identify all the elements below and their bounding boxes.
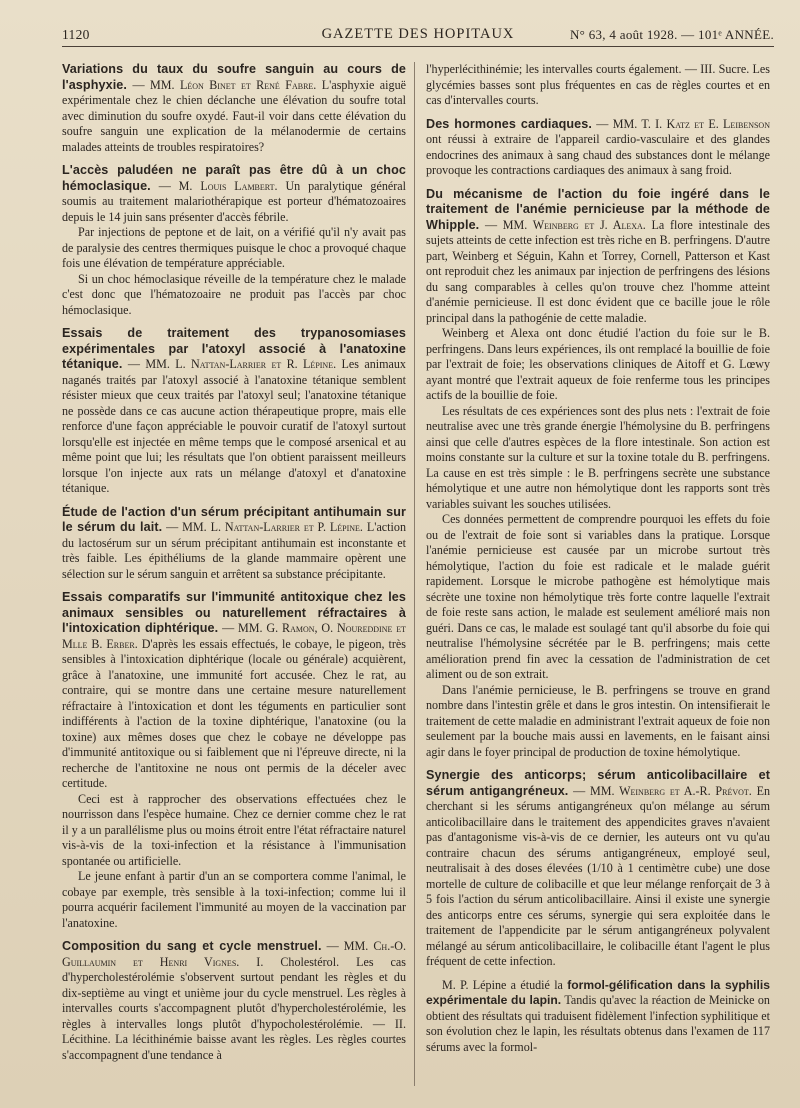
article-lactoserum [62,505,406,583]
article-paragraph [62,792,406,870]
article-authors: — MM. T. I. Katz et E. Leibenson [596,116,770,131]
paragraph-text: D'après les essais effectués, le cobaye, le pigeon, très sensibles à l'intoxication diphtérique (locale ou générale) acquièrent, grâce à l'anatoxine, une immunité fort accusée. Chez le rat, au contraire, qui se montre dans une certaine mesure naturellement réfractaire à l'intoxication et dont les téguments en particulier sont indifférents à l'action de la toxine diphtérique, l'anatoxine (ou la toxine) aux mêmes doses que chez le cobaye ne développe pas d'immunité antitoxique ou si faiblement que ni l'épreuve directe, ni la recherche de l'antitoxine ne nous ont permis de la déceler avec certitude. [62,636,407,790]
article-authors: — MM. Weinberg et A.-R. Prévot. [573,783,752,798]
article-authors: — MM. L. Nattan-Larrier et P. Lépine. [166,520,363,534]
article-paragraph [62,939,406,1063]
paragraph-text: La flore intestinale des sujets atteints de cette infection est très riche en B. perfringens. D'autre part, Weinberg et Séguin, Kahn et Torrey, Cornell, Patterson et Kast ont reproduit chez les animaux par injection de perfringens des lésions du sang comparables à celles qu'on trouve chez l'homme atteint d'anémie pernicieuse. Il est donc évident que ce bacille joue le rôle principal dans la pathogénie de cette maladie. [426,217,770,325]
article-paragraph [426,404,770,513]
article-paragraph [426,683,770,761]
article-lead: M. P. Lépine a étudié la [442,977,563,992]
article-heading: L'accès paludéen ne paraît pas être dû à un choc hémoclasique. [62,163,406,193]
article-paragraph [62,326,406,497]
article-cycle-cont [426,62,770,109]
article-authors: — M. Louis Lambert. [158,178,278,193]
article-heading: Du mécanisme de l'action du foie ingéré dans le traitement de l'anémie pernicieuse par la méthode de Whipple. [426,186,770,232]
paragraph-text: Weinberg et Alexa ont donc étudié l'action du foie sur le B. perfringens. Dans leurs expériences, ils ont remplacé la bouillie de foie par l'extrait de foie; les observations cliniques de Aitoff et G. Lœwy ayant montré que l'extrait aqueux de foie renferme tous les principes actifs de la bouillie de foie. [426,326,770,402]
article-authors: — MM. G. Ramon, O. Noureddine et Mlle B. Erber. [62,621,406,651]
paragraph-text: ont réussi à extraire de l'appareil cardio-vasculaire et des glandes endocrines des animaux à sang chaud des substances dont le mélange provoque les contractions cardiaques des animaux à sang froid. [426,132,770,177]
right-column [426,62,770,1063]
article-paragraph [62,225,406,272]
paragraph-text: Les résultats de ces expériences sont des plus nets : l'extrait de foie neutralise avec une très grande énergie l'hémolysine du B. perfringens ainsi que celle d'autres espèces de la flore intestinale. Son action est moins constante sur la culture et sur la toxine totale du B. perfringens. La cause en est très simple : le B. perfringens secrète une substance hémolytique et une autre non hémolytique dont les rapports sont très variables suivant les souches utilisées. [426,403,770,511]
article-paragraph [426,768,770,970]
article-paragraph [426,512,770,683]
article-palu [62,163,406,318]
article-authors: — MM. Weinberg et J. Alexa. [484,217,646,232]
article-heading: Essais comparatifs sur l'immunité antitoxique chez les animaux sensibles ou naturellement réfractaires à l'intoxication diphtérique. [62,590,406,635]
article-paragraph [426,187,770,327]
paragraph-text: Le jeune enfant à partir d'un an se comportera comme l'animal, le cobaye par exemple, très sensible à la toxi-infection; comme lui il pourra acquérir facilement l'immunité au moyen de la vaccination par l'anatoxine. [62,869,406,930]
article-paragraph [426,978,770,1056]
article-heading: Variations du taux du soufre sanguin au cours de l'asphyxie. [62,62,406,92]
journal-title: GAZETTE DES HOPITAUX [321,26,515,42]
article-whipple [426,187,770,761]
left-column [62,62,406,1071]
article-paragraph [62,505,406,583]
paragraph-text: L'action du lactosérum sur un sérum précipitant antihumain est inconstante et très faible. Les épithéliums de la glande mammaire opèrent une sélection sur le sérum sanguin et arrêtent sa substance précipitante. [62,520,406,581]
paragraph-text: Ceci est à rapprocher des observations effectuées chez le nourrisson dans l'espèce humaine. Chez ce dernier comme chez le rat il y a un parallélisme plus ou moins étroit entre l'état réfractaire naturel vis-à-vis de la toxi-infection et la résistance à l'immunisation spontanée ou artificielle. [62,791,406,868]
paragraph-text: L'asphyxie aiguë expérimentale chez le chien déclanche une élévation du soufre total avec diminution du soufre oxydé. Faut-il voir dans cette élévation du soufre sanguin une explication de la mélanodermie de certains malades atteints de troubles respiratoires? [62,77,406,154]
article-paragraph [62,62,406,155]
paragraph-text: Ces données permettent de comprendre pourquoi les effets du foie ou de l'extrait de foie sont si variables dans la pratique. Lorsque l'anémie pernicieuse est causée par un microbe surtout très hémolytique, l'action du foie est radicale et le malade guérit rapidement. Lorsque le microbe pathogène est hémolytique mais sécrète une toxine non hémolytique très forte contre laquelle l'extrait de foie reste sans action, le malade est seulement amélioré mais non guéri. Dans ce cas, le malade est soulagé tant qu'il absorbe du foie qui neutralise l'hémolysine sécrétée par le B. perfringens; mais cette amélioration prend fin avec la cessation de l'administration de cet aliment ou de son extrait. [426,512,770,681]
paragraph-text: Dans l'anémie pernicieuse, le B. perfringens se trouve en grand nombre dans l'intestin grêle et dans le gros intestin. On intensifierait le traitement de cette maladie en administrant l'extrait aqueux de foie non seulement par la bouche mais aussi en lavements, en le faisant ainsi agir dans le foyer principal de production de toxine hémolytique. [426,682,770,759]
article-paragraph [426,62,770,109]
article-hormones [426,117,770,179]
article-cycle [62,939,406,1063]
article-formol [426,978,770,1056]
article-heading: Composition du sang et cycle menstruel. [62,939,322,953]
paragraph-text: Les animaux naganés traités par l'atoxyl associé à l'anatoxine tétanique semblent résister mieux que ceux traités par l'atoxyl seul; l'anatoxine tétanique ne possède dans ce cas aucune action thérapeutique propre, mais elle renforce d'une façon appréciable le pouvoir curatif de l'atoxyl surtout lorsqu'elle est injectée en même temps que le composé arsenical et au même point que lui; les résultats que l'on obtient paraissent meilleurs lorsque l'on injecte aux rats un mélange d'atoxyl et d'anatoxine tétanique. [62,357,406,495]
article-heading: Synergie des anticorps; sérum anticolibacillaire et sérum antigangréneux. [426,768,770,798]
running-header [62,24,774,47]
article-antitox [62,590,406,931]
paragraph-text: l'hyperlécithinémie; les intervalles courts également. — III. Sucre. Les glycémies basses sont plus fréquentes en cas de règles courtes et en cas d'intervalles courts. [426,62,770,107]
paragraph-text: Tandis qu'avec la réaction de Meinicke on obtient des résultats qui traduisent fidèlement l'infection syphilitique et son évolution chez le lapin, les résultats obtenus dans l'examen de 117 sérums avec la formol- [426,993,770,1054]
paragraph-text: I. Cholestérol. Les cas d'hypercholestérolémie s'observent surtout pendant les règles et du dix-septième au vingt et unième jour du cycle menstruel. Les règles à intervalles courts s'accompagnent plutôt d'hypercholestérolémie, les règles à intervalles longs plutôt d'hypocholestérolémie. — II. Lécithine. La lécithinémie baisse avant les règles. Les règles courtes s'accompagnent d'une tendance à [62,954,406,1062]
article-paragraph [62,590,406,792]
article-heading: Essais de traitement des trypanosomiases expérimentales par l'atoxyl associé à l'anatoxine tétanique. [62,326,406,371]
issue-info: N° 63, 4 août 1928. — 101ᵉ ANNÉE. [569,27,774,42]
article-authors: — MM. Ch.-O. Guillaumin et Henri Vignes. [62,939,407,969]
page-number: 1120 [62,27,90,42]
paragraph-text: Si un choc hémoclasique réveille de la température chez le malade c'est donc que l'hématozoaire ne produit pas l'accès par choc hémoclasique. [62,271,406,317]
article-authors: — MM. Léon Binet et René Fabre. [132,77,317,92]
article-heading: formol-gélification dans la syphilis expérimentale du lapin. [426,977,770,1007]
article-synergie [426,768,770,970]
article-paragraph [426,326,770,404]
article-trypano [62,326,406,497]
article-heading: Étude de l'action d'un sérum précipitant antihumain sur le sérum du lait. [62,504,406,534]
paragraph-text: Un paralytique général soumis au traitement malariothérapique est porteur d'hématozoaires depuis le 14 juin sans présenter d'accès fébrile. [62,178,406,224]
column-divider [414,62,415,1086]
article-paragraph [62,272,406,319]
paragraph-text: En cherchant si les sérums antigangréneux qu'on mélange au sérum anticolibacillaire dans le traitement des appendicites graves n'avaient pas d'antagonisme vis-à-vis de ce dernier, les auteurs ont vu qu'au contraire chacun des sérums antigangréneux, employé seul, neutralisait à des doses élevées (1/10 à 1 centimètre cube) une dose mortelle de culture de colibacille et que leur mélange renforçait de 3 à 5 fois l'action du sérum anticolibacillaire. Ainsi il existe une synergie des anticorps entre ces sérums, synergie qui sera exploitée dans le traitement de l'appendicite par le sérum antigangréneux polyvalent mélangé au sérum anticolibacillaire, le colibacille étant l'agent le plus fréquent de cette infection. [426,783,771,968]
article-paragraph [426,117,770,179]
article-paragraph [62,163,406,225]
article-authors: — MM. L. Nattan-Larrier et R. Lépine. [127,357,337,371]
paragraph-text: Par injections de peptone et de lait, on a vérifié qu'il n'y avait pas de paralysie des centres thermiques puisque le choc a provoqué chaque fois une élévation de température appréciable. [62,225,406,270]
article-paragraph [62,869,406,931]
article-heading: Des hormones cardiaques. [426,116,592,131]
article-soufre [62,62,406,155]
